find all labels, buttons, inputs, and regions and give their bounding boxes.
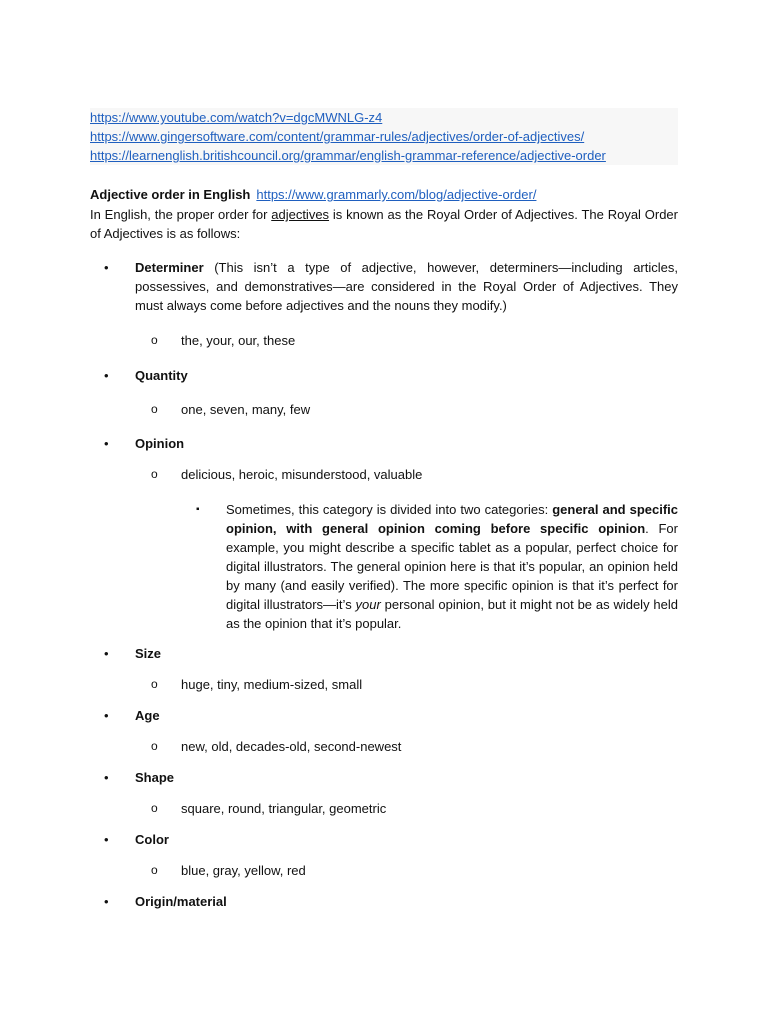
bullet-icon: •	[104, 832, 109, 847]
opinion-label: Opinion	[135, 436, 185, 451]
quantity-label: Quantity	[135, 368, 188, 383]
quantity-examples: one, seven, many, few	[181, 402, 311, 417]
shape-examples: square, round, triangular, geometric	[181, 801, 387, 816]
determiner-desc: (This isn’t a type of adjective, however, determiners—including articles, possessives, and demonstratives—are considered in the Royal Order of Adjectives. They must always come before adjectives and the nouns they modify.)	[135, 260, 678, 313]
age-label: Age	[135, 708, 160, 723]
intro-paragraph	[90, 205, 678, 243]
bullet-icon: •	[104, 368, 109, 383]
intro-text-after: is known as the Royal Order of Adjectives. The Royal Order of Adjectives is as follows:	[90, 207, 678, 241]
circle-bullet-icon: o	[151, 677, 158, 691]
bullet-icon: •	[104, 260, 109, 275]
determiner-label: Determiner	[135, 260, 204, 275]
bullet-icon: •	[104, 708, 109, 723]
intro-text-before: In English, the proper order for	[90, 207, 272, 222]
opinion-note	[226, 500, 678, 633]
heading-title: Adjective order in English	[90, 187, 251, 202]
grammarly-link[interactable]: https://www.grammarly.com/blog/adjective-order/	[256, 187, 537, 202]
list-item-determiner	[90, 258, 678, 338]
origin-label: Origin/material	[135, 894, 227, 909]
circle-bullet-icon: o	[151, 801, 158, 815]
circle-bullet-icon: o	[151, 333, 158, 347]
color-examples: blue, gray, yellow, red	[181, 863, 306, 878]
circle-bullet-icon: o	[151, 402, 158, 416]
shape-label: Shape	[135, 770, 175, 785]
bullet-icon: •	[104, 436, 109, 451]
gingersoftware-link[interactable]: https://www.gingersoftware.com/content/grammar-rules/adjectives/order-of-adjectives/	[90, 129, 585, 144]
youtube-link[interactable]: https://www.youtube.com/watch?v=dgcMWNLG-z4	[90, 110, 383, 125]
determiner-text	[135, 258, 678, 315]
opinion-note-start: Sometimes, this category is divided into two categories:	[226, 502, 553, 517]
bullet-icon: •	[104, 646, 109, 661]
age-examples: new, old, decades-old, second-newest	[181, 739, 402, 754]
opinion-note-italic: your	[355, 597, 381, 612]
circle-bullet-icon: o	[151, 739, 158, 753]
britishcouncil-link[interactable]: https://learnenglish.britishcouncil.org/grammar/english-grammar-reference/adjective-order	[90, 148, 606, 163]
adjective-order-section	[90, 185, 678, 243]
size-label: Size	[135, 646, 162, 661]
circle-bullet-icon: o	[151, 863, 158, 877]
size-examples: huge, tiny, medium-sized, small	[181, 677, 363, 692]
determiner-examples: the, your, our, these	[181, 333, 296, 348]
opinion-examples: delicious, heroic, misunderstood, valuable	[181, 467, 423, 482]
opinion-note-bold: general and specific opinion, with general opinion coming before specific opinion	[226, 502, 678, 536]
square-bullet-icon: ▪	[196, 504, 200, 515]
opinion-note-mid: . For example, you might describe a specific tablet as a popular, perfect choice for digital illustrators. The general opinion here is that it’s popular, an opinion held by many (and easily verified). The more specific opinion is that it’s perfect for digital illustrators—it’s	[226, 521, 678, 612]
bullet-icon: •	[104, 770, 109, 785]
adjectives-link[interactable]: adjectives	[271, 207, 330, 222]
color-label: Color	[135, 832, 169, 847]
reference-links	[90, 108, 678, 165]
circle-bullet-icon: o	[151, 467, 158, 481]
opinion-note-end: personal opinion, but it might not be as widely held as the opinion that it’s popular.	[226, 597, 678, 631]
section-heading	[90, 185, 678, 204]
bullet-icon: •	[104, 894, 109, 909]
